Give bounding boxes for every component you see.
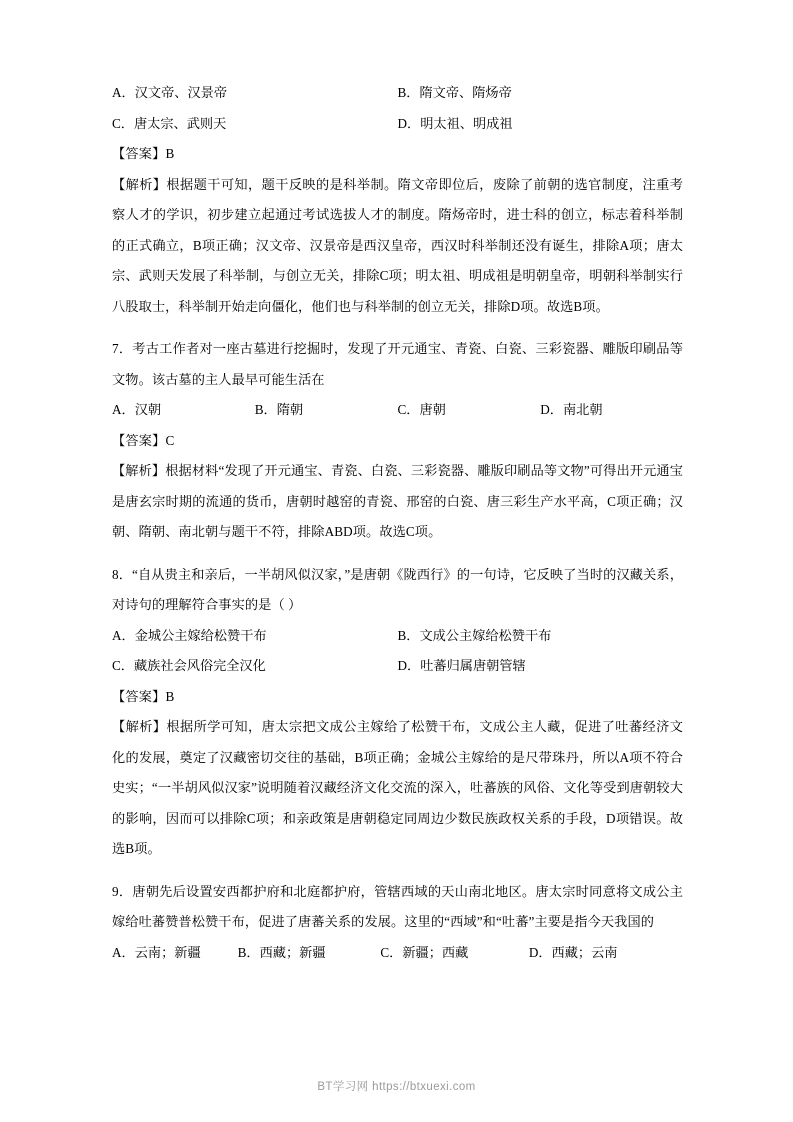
option-row [112, 651, 683, 682]
spacer [112, 548, 683, 560]
option-item: C．唐太宗、武则天 [112, 115, 227, 131]
option-row [112, 938, 683, 969]
page-footer: BT学习网 https://btxuexi.com [317, 1081, 476, 1093]
question-stem: 8．“自从贵主和亲后，一半胡风似汉家，”是唐朝《陇西行》的一句诗，它反映了当时的汉藏关系，对诗句的理解符合事实的是（ ） [112, 566, 683, 612]
option-item: A．云南；新疆 [112, 944, 201, 960]
option-item: D．明太祖、明成祖 [397, 115, 513, 131]
option-item: A．汉朝 [112, 402, 162, 417]
option-row [112, 395, 683, 426]
answer-line: 【答案】C [112, 432, 175, 448]
explanation-paragraph: 【解析】根据题干可知，题干反映的是科举制。隋文帝即位后，废除了前朝的选官制度，注重考察人才的学识，初步建立起通过考试选拔人才的制度。隋炀帝时，进士科的创立，标志着科举制的正式确立，B项正确；汉文帝、汉景帝是西汉皇帝，西汉时科举制还没有诞生，排除A项；唐太宗、武则天发展了科举制，与创立无关，排除C项；明太祖、明成祖是明朝皇帝，明朝科举制实行八股取士，科举制开始走向僵化，他们也与科举制的创立无关，排除D项。故选B项。 [112, 176, 683, 314]
option-item: B．隋朝 [254, 402, 304, 417]
option-item: A．金城公主嫁给松赞干布 [112, 627, 267, 643]
answer-line: 【答案】B [112, 688, 175, 704]
answer-line: 【答案】B [112, 146, 175, 161]
question-stem: 7．考古工作者对一座古墓进行挖掘时，发现了开元通宝、青瓷、白瓷、三彩瓷器、雕版印刷品等文物。该古墓的主人最早可能生活在 [112, 341, 683, 387]
option-row [112, 621, 683, 652]
spacer [112, 865, 683, 877]
option-item: D．西藏；云南 [528, 944, 618, 960]
question-stem: 9．唐朝先后设置安西都护府和北庭都护府，管辖西域的天山南北地区。唐太宗时同意将文成公主嫁给吐蕃赞普松赞干布，促进了唐蕃关系的发展。这里的“西域”和“吐蕃”主要是指今天我国的 [112, 883, 683, 929]
option-item: B．文成公主嫁给松赞干布 [397, 627, 552, 643]
option-row [112, 78, 683, 109]
option-item: C．藏族社会风俗完全汉化 [112, 658, 266, 673]
option-item: D．吐蕃归属唐朝管辖 [397, 658, 526, 673]
option-item: B．隋文帝、隋炀帝 [397, 85, 512, 100]
option-item: D．南北朝 [540, 402, 603, 417]
option-item: B．西藏；新疆 [237, 944, 326, 960]
option-item: C．唐朝 [397, 402, 446, 417]
option-item: C．新疆；西藏 [380, 944, 469, 960]
option-item: A．汉文帝、汉景帝 [112, 85, 228, 100]
explanation-paragraph: 【解析】根据所学可知，唐太宗把文成公主嫁给了松赞干布，文成公主人藏，促进了吐蕃经济文化的发展，奠定了汉藏密切交往的基础，B项正确；金城公主嫁给的是尺带珠丹，所以A项不符合史实；“一半胡风似汉家”说明随着汉藏经济文化交流的深入，吐蕃族的风俗、文化等受到唐朝较大的影响，因而可以排除C项；和亲政策是唐朝稳定同周边少数民族政权关系的手段，D项错误。故选B项。 [112, 719, 683, 856]
explanation-paragraph: 【解析】根据材料“发现了开元通宝、青瓷、白瓷、三彩瓷器、雕版印刷品等文物”可得出开元通宝是唐玄宗时期的流通的货币，唐朝时越窑的青瓷、邢窑的白瓷、唐三彩生产水平高，C项正确；汉朝、隋朝、南北朝与题干不符，排除ABD项。故选C项。 [112, 463, 683, 539]
option-row [112, 109, 683, 140]
spacer [112, 322, 683, 334]
